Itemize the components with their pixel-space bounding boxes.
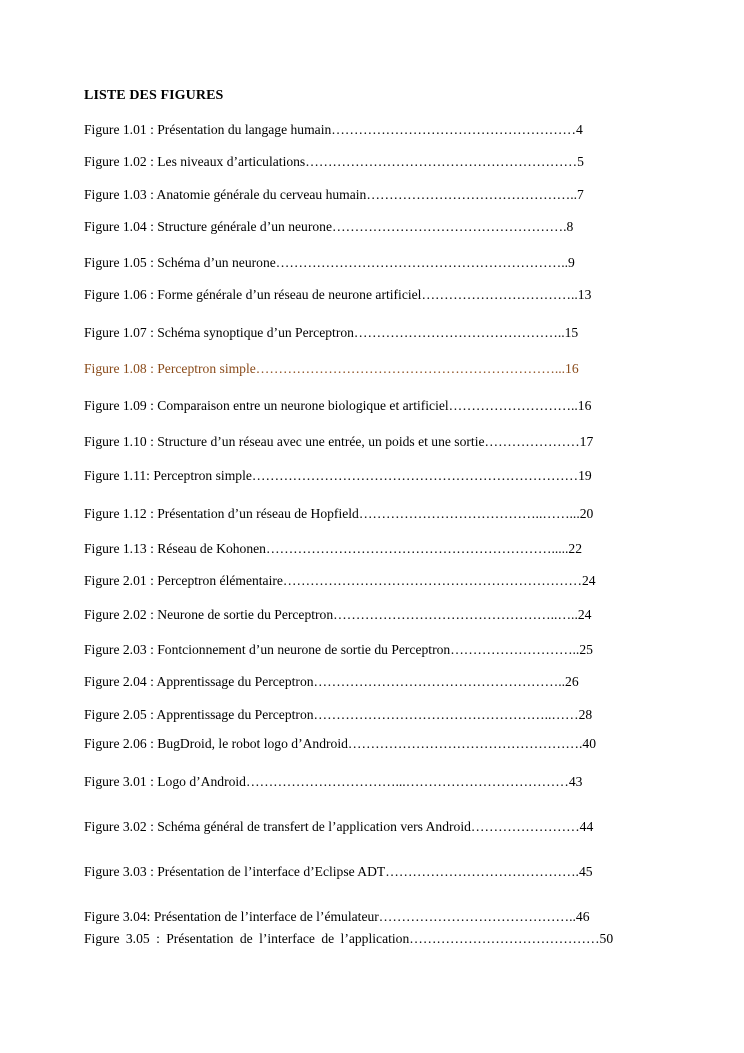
toc-entry-fig-2-05: Figure 2.05 : Apprentissage du Perceptron……………………………………………..……28 [84,707,593,722]
toc-entry-fig-2-03: Figure 2.03 : Fontcionnement d’un neurone de sortie du Perceptron………………………..25 [84,642,593,657]
toc-entry-fig-3-03: Figure 3.03 : Présentation de l’interface d’Eclipse ADT…………………………………….45 [84,864,593,879]
toc-entry-fig-1-10: Figure 1.10 : Structure d’un réseau avec une entrée, un poids et une sortie…………………17 [84,434,594,449]
toc-entry-fig-1-08: Figure 1.08 : Perceptron simple…………………………………………………………...16 [84,361,579,376]
toc-entry-fig-1-06: Figure 1.06 : Forme générale d’un réseau de neurone artificiel……………………………..13 [84,287,592,302]
toc-entry-fig-3-04: Figure 3.04: Présentation de l’interface de l’émulateur……………………………………..46 [84,909,590,924]
toc-entry-fig-1-07: Figure 1.07 : Schéma synoptique d’un Perceptron………………………………………..15 [84,325,579,340]
toc-entry-fig-3-01: Figure 3.01 : Logo d’Android……………………………...………………………………43 [84,774,583,789]
toc-entry-fig-1-12: Figure 1.12 : Présentation d’un réseau de Hopfield…………………………………..……...20 [84,506,594,521]
toc-entry-fig-2-04: Figure 2.04 : Apprentissage du Perceptron………………………………………………..26 [84,674,579,689]
toc-entry-fig-1-13: Figure 1.13 : Réseau de Kohonen……………………………………………………….....22 [84,541,583,556]
toc-entry-fig-1-03: Figure 1.03 : Anatomie générale du cerveau humain………………………………………..7 [84,187,584,202]
toc-entry-fig-1-05: Figure 1.05 : Schéma d’un neurone………………………………………………………..9 [84,255,575,270]
toc-entry-fig-1-01: Figure 1.01 : Présentation du langage humain………………………………………………4 [84,122,583,137]
page-title: LISTE DES FIGURES [84,88,224,103]
toc-entry-fig-2-06: Figure 2.06 : BugDroid, le robot logo d’Android…………………………………………….40 [84,736,597,751]
toc-entry-fig-2-01: Figure 2.01 : Perceptron élémentaire…………………………………………………………24 [84,573,596,588]
toc-entry-fig-1-11: Figure 1.11: Perceptron simple………………………………………………………………19 [84,468,592,483]
toc-entry-fig-2-02: Figure 2.02 : Neurone de sortie du Perceptron…………………………………………..…..24 [84,607,592,622]
toc-entry-fig-3-05: Figure 3.05 : Présentation de l’interface de l’application……………………………………50 [84,931,614,946]
toc-entry-fig-3-02: Figure 3.02 : Schéma général de transfert de l’application vers Android……………………44 [84,819,594,834]
toc-entry-fig-1-02: Figure 1.02 : Les niveaux d’articulations……………………………………………………5 [84,154,584,169]
toc-entry-fig-1-04: Figure 1.04 : Structure générale d’un neurone…………………………………………….8 [84,219,574,234]
toc-entry-fig-1-09: Figure 1.09 : Comparaison entre un neurone biologique et artificiel………………………..16 [84,398,592,413]
